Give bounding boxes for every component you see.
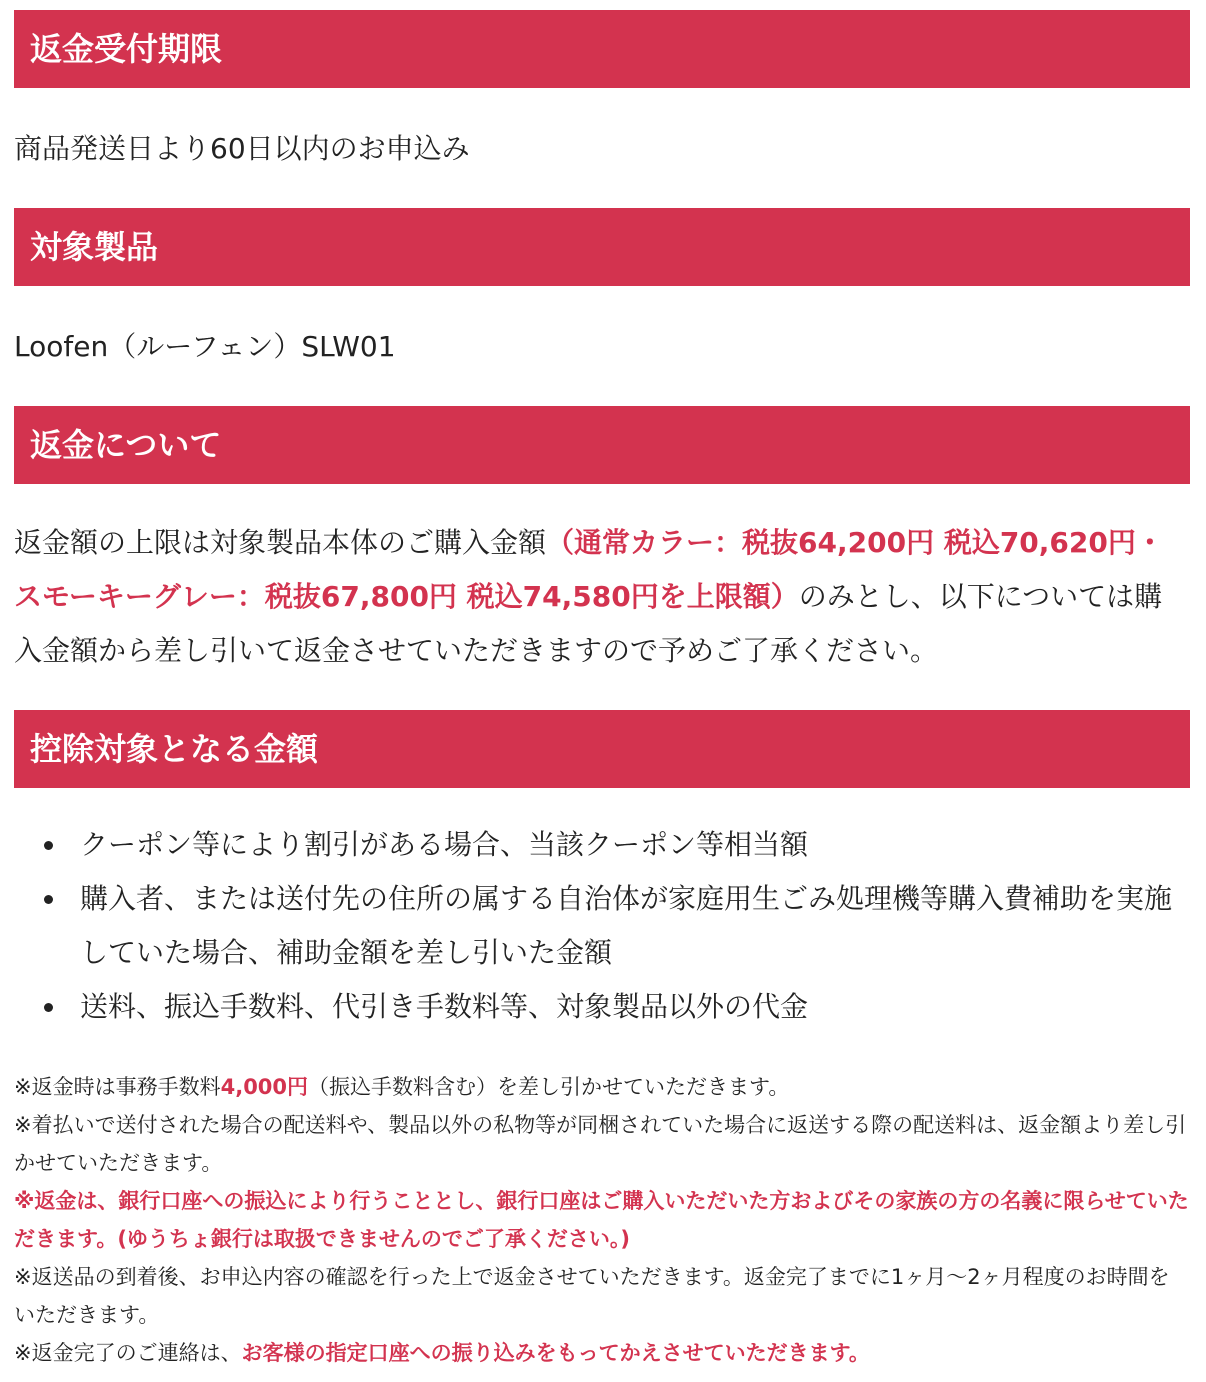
- refund-text-prefix: 返金額の上限は対象製品本体のご購入金額: [14, 526, 547, 559]
- list-item: [80, 872, 1190, 980]
- notes: [14, 1064, 1190, 1372]
- note-contact-prefix: ※返金完了のご連絡は、: [14, 1341, 242, 1365]
- note-fee-suffix: （振込手数料含む）を差し引かせていただきます。: [308, 1075, 790, 1099]
- note-fee-prefix: ※返金時は事務手数料: [14, 1075, 221, 1099]
- refund-text: [14, 484, 1190, 710]
- section-header-refund: 返金について: [14, 406, 1190, 484]
- section-header-deadline: 返金受付期限: [14, 10, 1190, 88]
- section-header-deductions: 控除対象となる金額: [14, 710, 1190, 788]
- note-bank: ※返金は、銀行口座への振込により行うこととし、銀行口座はご購入いただいた方およびその家族の方の名義に限らせていただきます。(ゆうちょ銀行は取扱できませんのでご了承ください。): [14, 1189, 1189, 1251]
- section-header-product: 対象製品: [14, 208, 1190, 286]
- bullet-icon: [44, 1003, 53, 1012]
- list-item: [80, 818, 1190, 872]
- refund-limit-highlight: （通常カラー：税抜64,200円 税込70,620円・スモーキーグレー：税抜67,800円 税込74,580円を上限額）: [14, 526, 1164, 613]
- product-text: Loofen（ルーフェン）SLW01: [14, 330, 396, 363]
- note-timing: ※返送品の到着後、お申込内容の確認を行った上で返金させていただきます。返金完了までに1ヶ月〜2ヶ月程度のお時間をいただきます。: [14, 1265, 1170, 1327]
- note-contact-highlight: お客様の指定口座への振り込みをもってかえさせていただきます。: [241, 1341, 870, 1365]
- note-contact: [14, 1334, 1190, 1372]
- list-item-text: 購入者、または送付先の住所の属する自治体が家庭用生ごみ処理機等購入費補助を実施していた場合、補助金額を差し引いた金額: [80, 882, 1173, 969]
- list-item: [80, 980, 1190, 1034]
- bullet-icon: [44, 895, 53, 904]
- list-item-text: 送料、振込手数料、代引き手数料等、対象製品以外の代金: [80, 990, 809, 1023]
- note-fee-amount: 4,000円: [220, 1075, 309, 1099]
- list-item-text: クーポン等により割引がある場合、当該クーポン等相当額: [80, 828, 809, 861]
- note-fee: [14, 1068, 1190, 1106]
- bullet-icon: [44, 841, 53, 850]
- note-shipping: ※着払いで送付された場合の配送料や、製品以外の私物等が同梱されていた場合に返送する際の配送料は、返金額より差し引かせていただきます。: [14, 1113, 1187, 1175]
- deduction-list: [14, 788, 1190, 1064]
- refund-text-suffix: のみとし、以下については購入金額から差し引いて返金させていただきますので予めご了承ください。: [14, 580, 1163, 667]
- deadline-text: 商品発送日より60日以内のお申込み: [14, 132, 470, 165]
